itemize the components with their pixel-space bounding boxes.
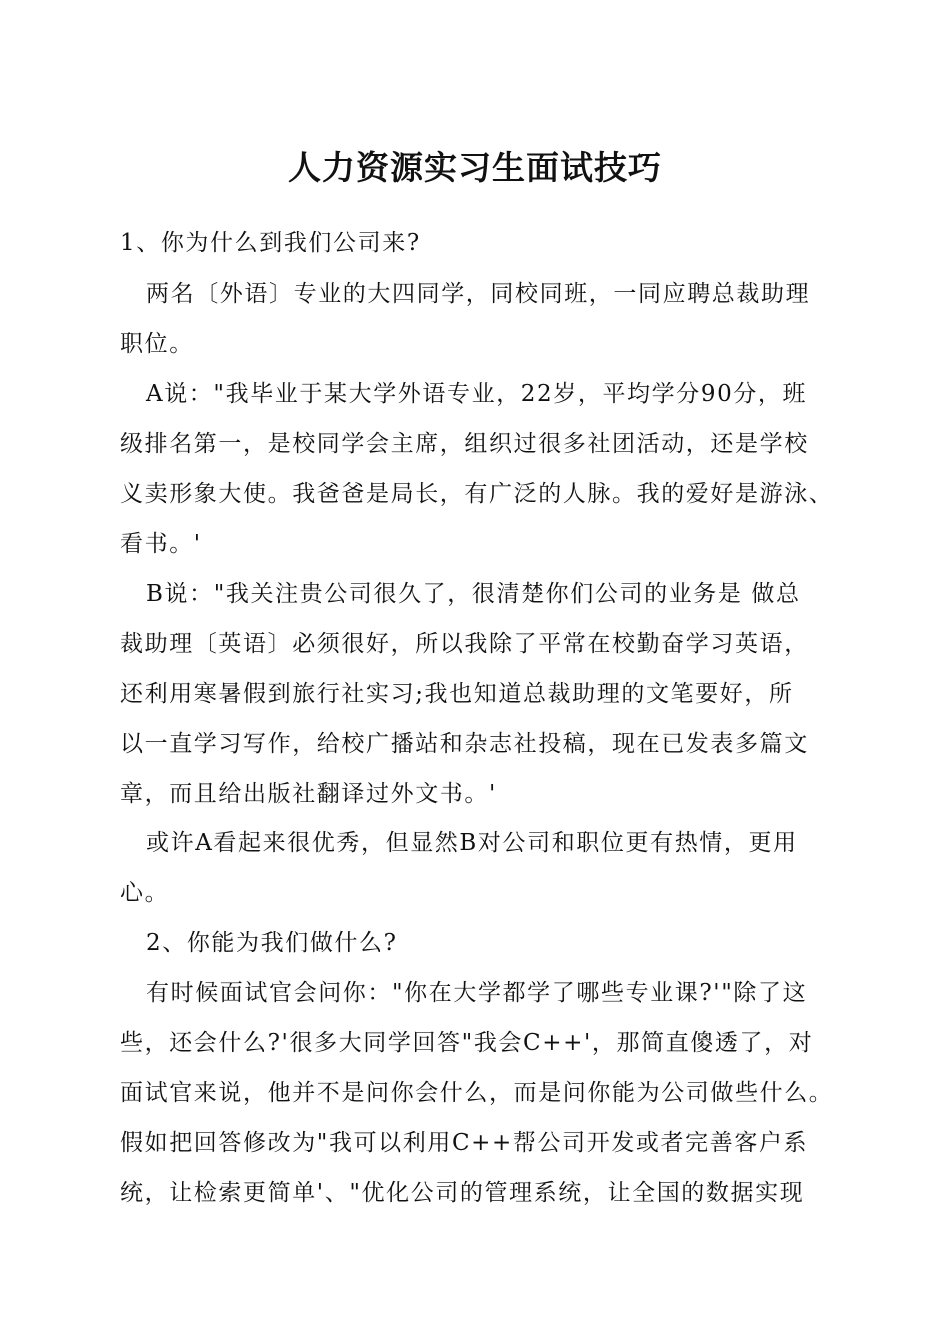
paragraph-line: 或许A看起来很优秀，但显然B对公司和职位更有热情，更用	[146, 830, 798, 856]
paragraph-line: 职位。	[120, 331, 194, 357]
paragraph-line: 心。	[120, 880, 170, 906]
paragraph-line: 两名〔外语〕专业的大四同学，同校同班，一同应聘总裁助理	[146, 281, 811, 307]
paragraph-line: 裁助理〔英语〕必须很好，所以我除了平常在校勤奋学习英语，	[120, 631, 809, 657]
paragraph-line: 假如把回答修改为"我可以利用C++帮公司开发或者完善客户系	[120, 1130, 809, 1156]
paragraph-line: 面试官来说，他并不是问你会什么，而是问你能为公司做些什么。	[120, 1080, 834, 1106]
document-title: 人力资源实习生面试技巧	[288, 148, 662, 187]
paragraph-line: 还利用寒暑假到旅行社实习;我也知道总裁助理的文笔要好，所	[120, 681, 794, 707]
paragraph-line: B说："我关注贵公司很久了，很清楚你们公司的业务是 做总	[146, 581, 801, 607]
question-1-heading: 1、你为什么到我们公司来?	[120, 230, 421, 256]
paragraph-line: 看书。'	[120, 531, 202, 557]
paragraph-line: 级排名第一，是校同学会主席，组织过很多社团活动，还是学校	[120, 431, 809, 457]
paragraph-line: 有时候面试官会问你："你在大学都学了哪些专业课?'"除了这	[146, 980, 808, 1006]
paragraph-line: 些，还会什么?'很多大同学回答"我会C++'，那简直傻透了，对	[120, 1030, 814, 1056]
paragraph-line: 以一直学习写作，给校广播站和杂志社投稿，现在已发表多篇文	[120, 731, 809, 757]
question-2-heading: 2、你能为我们做什么?	[146, 930, 398, 956]
paragraph-line: 章，而且给出版社翻译过外文书。'	[120, 781, 497, 807]
paragraph-line: 统，让检索更简单'、"优化公司的管理系统，让全国的数据实现	[120, 1180, 805, 1206]
paragraph-line: A说："我毕业于某大学外语专业，22岁，平均学分90分，班	[146, 381, 808, 407]
paragraph-line: 义卖形象大使。我爸爸是局长，有广泛的人脉。我的爱好是游泳、	[120, 481, 834, 507]
